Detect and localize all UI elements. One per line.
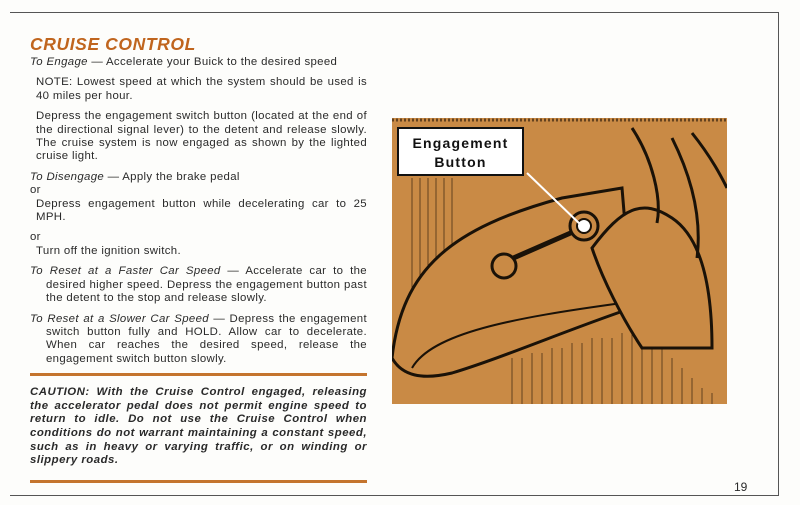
disengage-text: — Apply the brake pedal [104,170,240,183]
reset-faster-text: — Accelerate car to the desired higher speed. Depress the engagement button past the detent to the stop and release slowly. [46,265,367,305]
page-title: CRUISE CONTROL [30,34,196,54]
disengage-lead: To Disengage [30,170,105,183]
label-line-1: Engagement [412,135,509,151]
engage-text: — Accelerate your Buick to the desired speed [87,56,338,68]
disengage-paragraph [30,171,367,184]
reset-slower-paragraph [30,313,367,367]
page-number: 19 [734,480,748,494]
engagement-button-label [397,127,524,176]
engage-note: NOTE: Lowest speed at which the system should be used is 40 miles per hour. [36,76,367,102]
divider-top [30,373,367,376]
disengage-option-3: Turn off the ignition switch. [36,244,182,257]
engage-instructions: Depress the engagement switch button (located at the end of the directional signal lever) to the detent and release slowly. The cruise system is now engaged as shown by the lighted cruise light. [36,110,367,163]
reset-faster-paragraph [30,265,367,305]
caution-text: CAUTION: With the Cruise Control engaged, releasing the accelerator pedal does not permit engine speed to return to idle. Do not use the Cruise Control when conditions do not warrant maintaining a constant speed, such as in heavy or varying traffic, or on winding or slippery roads. [30,386,367,467]
divider-bottom [30,480,367,483]
reset-slower-text: — Depress the engagement switch button fully and HOLD. Allow car to decelerate. When car reaches the desired speed, release the engagement switch button slowly. [46,312,367,365]
engage-paragraph [30,56,367,69]
reset-slower-lead: To Reset at a Slower Car Speed [30,312,209,325]
or-1: or [30,184,41,197]
engage-lead: To Engage [30,56,88,68]
label-line-2: Button [434,154,487,170]
or-2: or [30,231,41,244]
disengage-option-2: Depress engagement button while decelerating car to 25 MPH. [36,197,367,224]
reset-faster-lead: To Reset at a Faster Car Speed [30,265,221,278]
text-column [30,34,367,493]
lever-knob [492,254,516,278]
